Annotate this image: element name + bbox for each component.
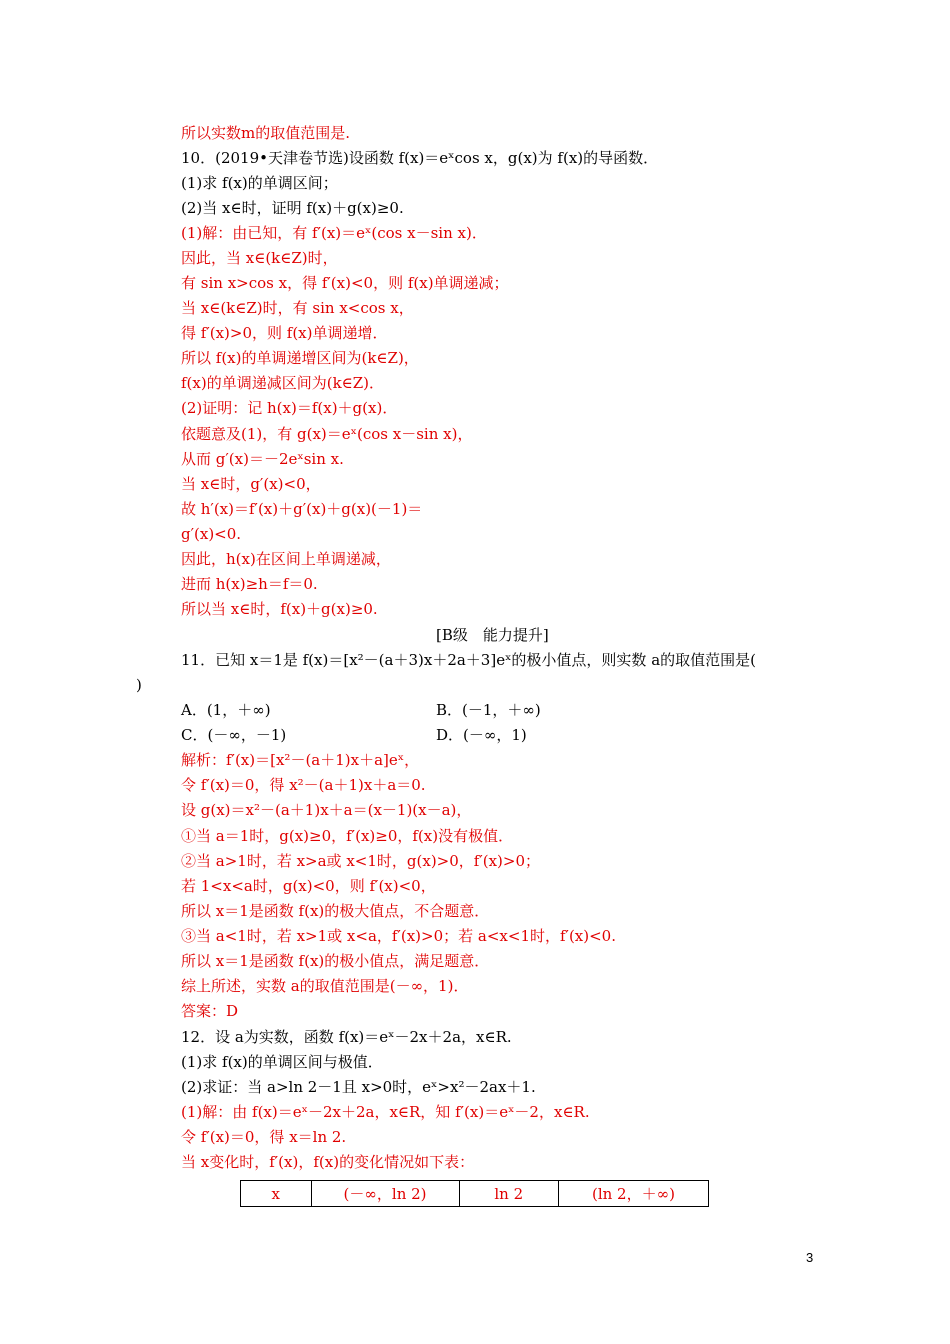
analysis-line: ①当 a＝1时，g(x)≥0，f′(x)≥0，f(x)没有极值． <box>181 827 514 845</box>
variation-table <box>240 1180 709 1207</box>
text-line: (1)求 f(x)的单调区间； <box>181 174 338 192</box>
table-cell: (ln 2，＋∞) <box>558 1181 708 1207</box>
section-heading: [B级 能力提升] <box>436 626 549 644</box>
problem-10-heading: 10．(2019•天津卷节选)设函数 f(x)＝eˣcos x，g(x)为 f(x)的导函数． <box>181 149 659 167</box>
problem-12-heading: 12．设 a为实数，函数 f(x)＝eˣ－2x＋2a，x∈R. <box>181 1028 512 1046</box>
analysis-line: 综上所述，实数 a的取值范围是(－∞，1)． <box>181 977 469 995</box>
option-b: B．(－1，＋∞) <box>436 701 541 719</box>
analysis-line: 所以 x＝1是函数 f(x)的极大值点，不合题意． <box>181 902 490 920</box>
proof-line: g′(x)<0. <box>181 525 242 543</box>
proof-line: 故 h′(x)＝f′(x)＋g′(x)＋g(x)(－1)＝ <box>181 500 423 518</box>
analysis-line: 解析：f′(x)＝[x²－(a＋1)x＋a]eˣ， <box>181 751 420 769</box>
solution-line: 当 x变化时，f′(x)，f(x)的变化情况如下表： <box>181 1153 475 1171</box>
table-row <box>241 1181 709 1207</box>
text-line: (1)求 f(x)的单调区间与极值． <box>181 1053 383 1071</box>
solution-line: 因此，当 x∈(k∈Z)时， <box>181 249 338 267</box>
solution-line: f(x)的单调递减区间为(k∈Z)． <box>181 374 385 392</box>
solution-line: 当 x∈(k∈Z)时，有 sin x<cos x， <box>181 299 414 317</box>
table-cell: ln 2 <box>459 1181 558 1207</box>
proof-line: 从而 g′(x)＝－2eˣsin x. <box>181 450 344 468</box>
problem-11-heading: 11．已知 x＝1是 f(x)＝[x²－(a＋3)x＋2a＋3]eˣ的极小值点，则实数 a的取值范围是( <box>181 651 756 669</box>
proof-line: 进而 h(x)≥h＝f＝0. <box>181 575 318 593</box>
proof-line: 依题意及(1)，有 g(x)＝eˣ(cos x－sin x)， <box>181 425 473 443</box>
text-line: ) <box>136 676 142 694</box>
analysis-line: 若 1<x<a时，g(x)<0，则 f′(x)<0， <box>181 877 436 895</box>
solution-line: 令 f′(x)＝0，得 x＝ln 2. <box>181 1128 347 1146</box>
solution-line: (1)解：由已知，有 f′(x)＝eˣ(cos x－sin x)． <box>181 224 487 242</box>
proof-line: 当 x∈时，g′(x)<0， <box>181 475 321 493</box>
proof-line: 因此，h(x)在区间上单调递减， <box>181 550 391 568</box>
text-line: (2)求证：当 a>ln 2－1且 x>0时，eˣ>x²－2ax＋1. <box>181 1078 536 1096</box>
proof-line: (2)证明：记 h(x)＝f(x)＋g(x)． <box>181 399 398 417</box>
analysis-line: ③当 a<1时，若 x>1或 x<a，f′(x)>0；若 a<x<1时，f′(x)<0. <box>181 927 616 945</box>
table-cell: x <box>241 1181 312 1207</box>
solution-line: 所以 f(x)的单调递增区间为(k∈Z)， <box>181 349 419 367</box>
analysis-line: 设 g(x)＝x²－(a＋1)x＋a＝(x－1)(x－a)， <box>181 801 472 819</box>
analysis-line: ②当 a>1时，若 x>a或 x<1时，g(x)>0，f′(x)>0； <box>181 852 541 870</box>
option-c: C．(－∞，－1) <box>181 726 287 744</box>
page-number: 3 <box>806 1250 814 1265</box>
proof-line: 所以当 x∈时，f(x)＋g(x)≥0. <box>181 600 378 618</box>
option-d: D．(－∞，1) <box>436 726 527 744</box>
solution-line: 有 sin x>cos x，得 f′(x)<0，则 f(x)单调递减； <box>181 274 509 292</box>
solution-line: (1)解：由 f(x)＝eˣ－2x＋2a，x∈R，知 f′(x)＝eˣ－2，x∈R. <box>181 1103 590 1121</box>
table-cell: (－∞，ln 2) <box>311 1181 459 1207</box>
analysis-line: 所以 x＝1是函数 f(x)的极小值点，满足题意． <box>181 952 490 970</box>
text-line: (2)当 x∈时，证明 f(x)＋g(x)≥0. <box>181 199 404 217</box>
solution-line: 得 f′(x)>0，则 f(x)单调递增． <box>181 324 388 342</box>
option-a: A．(1，＋∞) <box>181 701 271 719</box>
answer-line: 答案：D <box>181 1002 239 1020</box>
analysis-line: 令 f′(x)＝0，得 x²－(a＋1)x＋a＝0. <box>181 776 426 794</box>
text-line: 所以实数m的取值范围是. <box>181 124 350 142</box>
